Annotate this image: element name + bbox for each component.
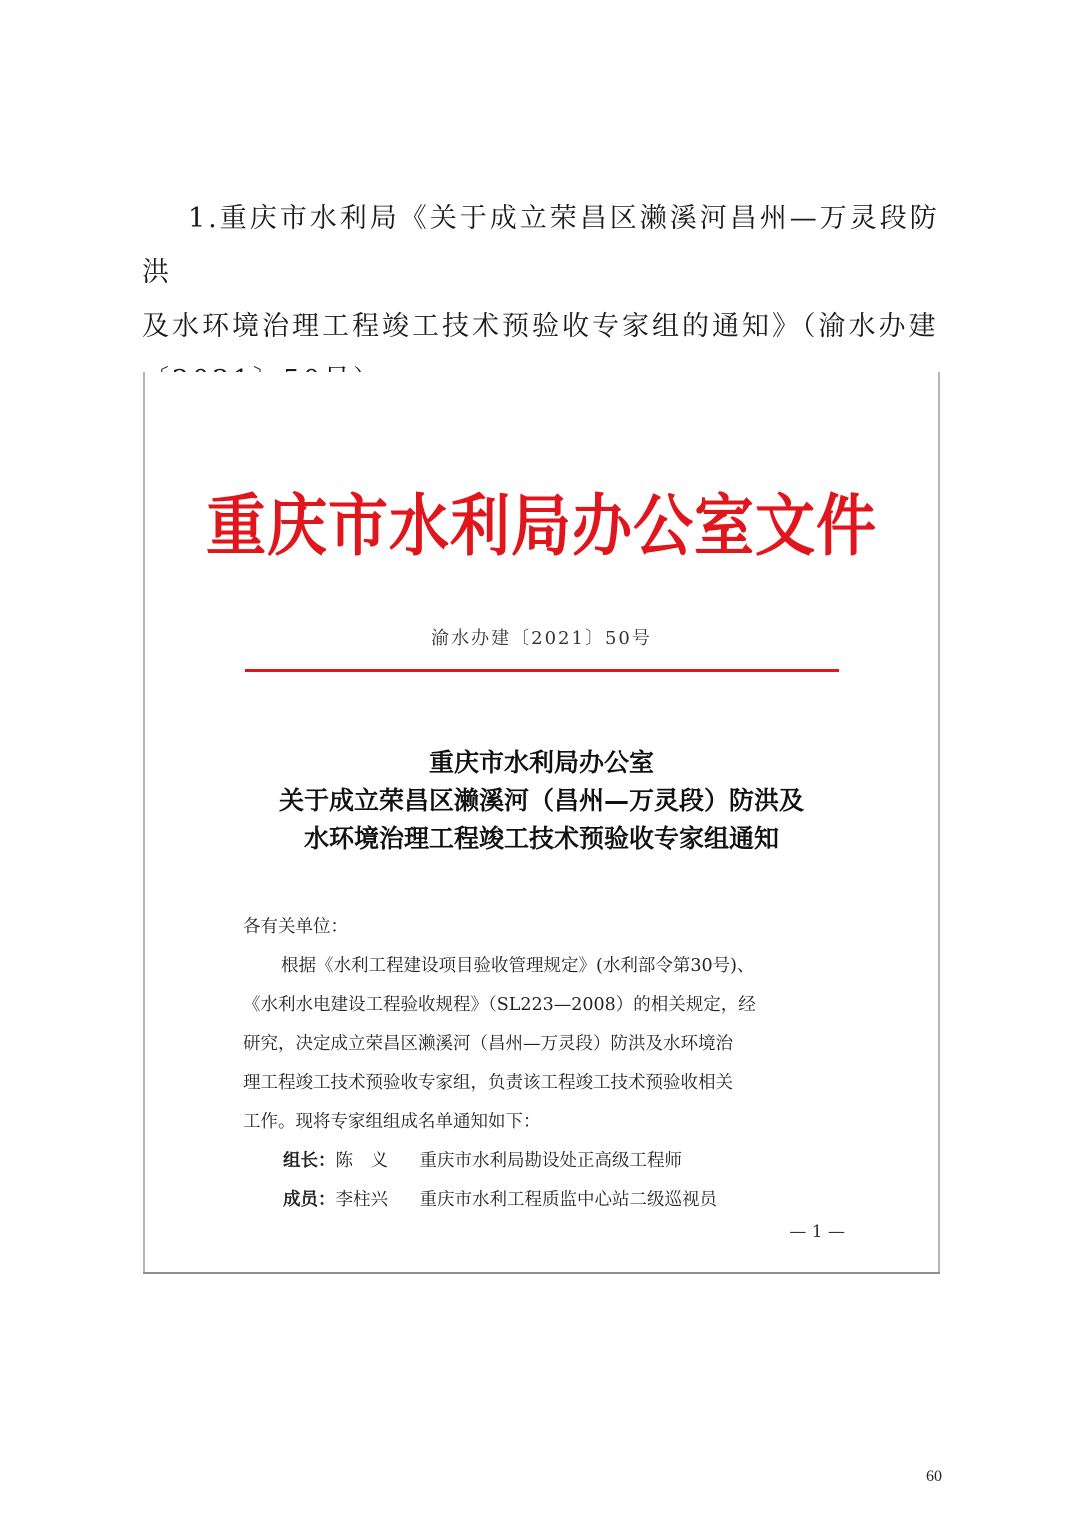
member-name: 陈 义 xyxy=(335,1151,388,1171)
intro-line-2: 及水环境治理工程竣工技术预验收专家组的通知》（渝水办建 xyxy=(142,311,939,342)
inner-page-number: — 1 — xyxy=(789,1222,845,1242)
intro-line-1: 1.重庆市水利局《关于成立荣昌区濑溪河昌州—万灵段防洪 xyxy=(142,203,940,288)
notice-body xyxy=(243,908,843,1220)
title-line-1: 重庆市水利局办公室 xyxy=(428,748,654,777)
member-name: 李柱兴 xyxy=(335,1190,388,1210)
notice-title xyxy=(143,744,940,858)
body-line-3: 研究，决定成立荣昌区濑溪河（昌州—万灵段）防洪及水环境治 xyxy=(243,1034,733,1054)
document-number: 渝水办建〔2021〕50号 xyxy=(431,628,652,649)
member-leader xyxy=(243,1142,843,1181)
scanned-document xyxy=(143,372,940,1274)
title-line-3: 水环境治理工程竣工技术预验收专家组通知 xyxy=(303,824,779,853)
red-divider xyxy=(245,669,839,672)
body-line-1: 根据《水利工程建设项目验收管理规定》(水利部令第30号)、 xyxy=(281,956,755,976)
title-line-2: 关于成立荣昌区濑溪河（昌州—万灵段）防洪及 xyxy=(278,786,804,815)
salutation: 各有关单位： xyxy=(243,917,348,937)
scan-edge-bottom xyxy=(143,1272,940,1274)
member-desc: 重庆市水利工程质监中心站二级巡视员 xyxy=(419,1190,717,1210)
document-header: 重庆市水利局办公室文件 xyxy=(206,487,877,566)
page-number: 60 xyxy=(926,1468,942,1485)
member-role: 组长： xyxy=(283,1151,336,1171)
body-line-2: 《水利水电建设工程验收规程》（SL223—2008）的相关规定，经 xyxy=(243,995,756,1015)
body-line-4: 理工程竣工技术预验收专家组，负责该工程竣工技术预验收相关 xyxy=(243,1073,733,1093)
member-member xyxy=(243,1181,843,1220)
body-line-5: 工作。现将专家组组成名单通知如下： xyxy=(243,1112,541,1132)
member-desc: 重庆市水利局勘设处正高级工程师 xyxy=(419,1151,682,1171)
member-role: 成员： xyxy=(283,1190,336,1210)
